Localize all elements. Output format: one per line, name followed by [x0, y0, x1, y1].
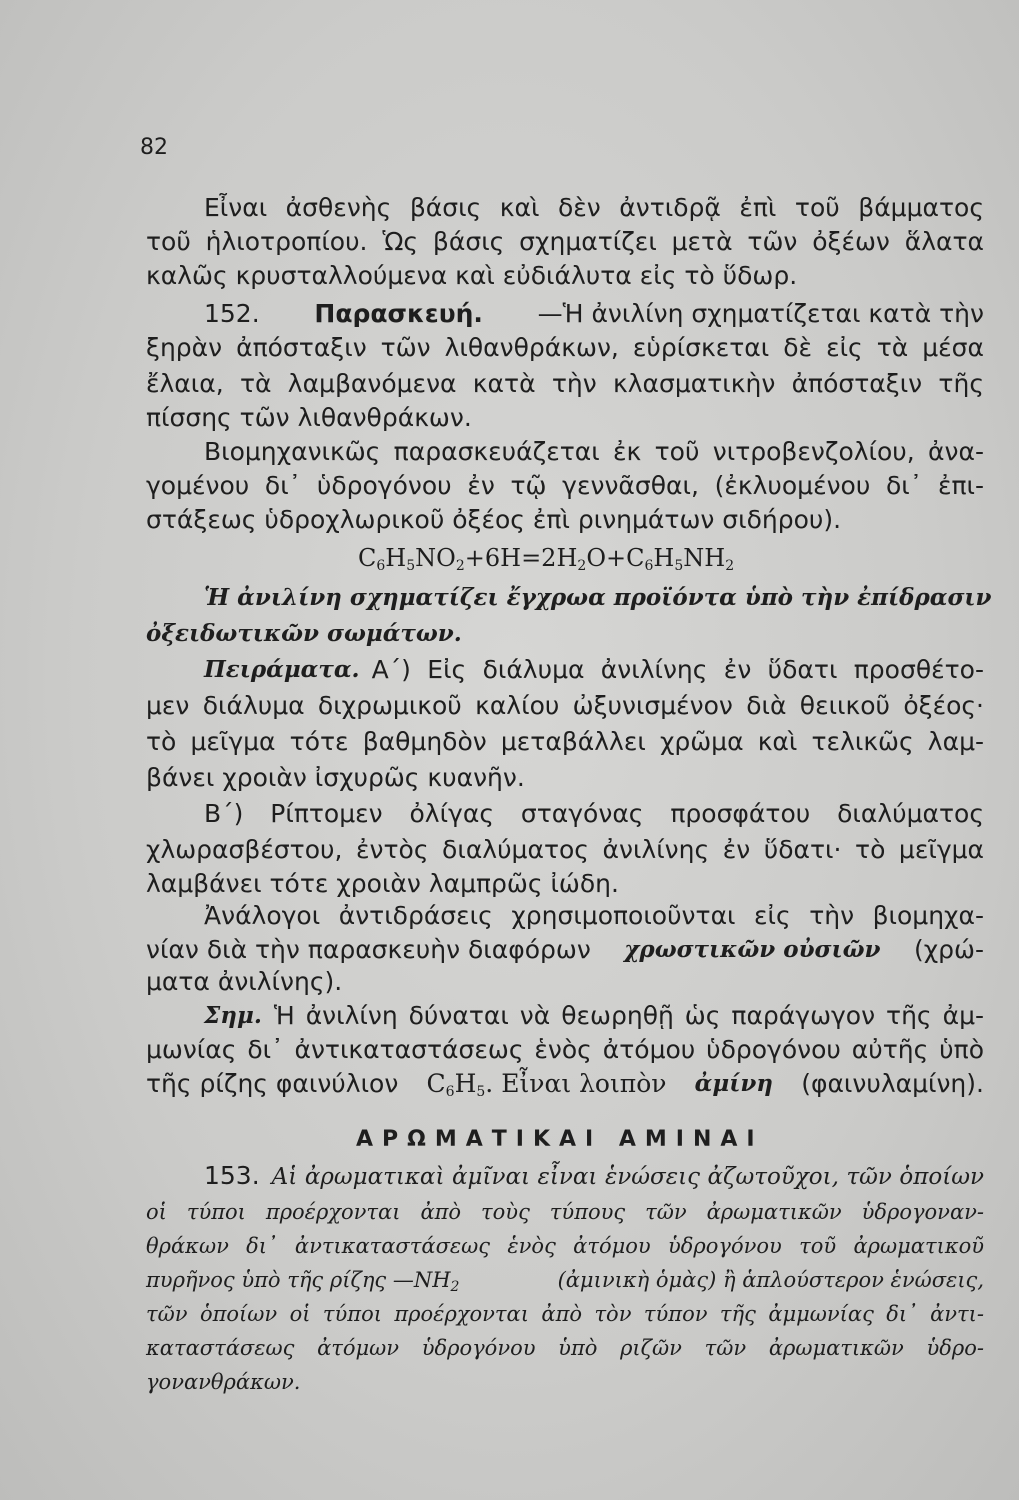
text-part: νίαν διὰ τὴν παρασκευὴν διαφόρων — [146, 935, 591, 964]
formula-part: H — [653, 544, 675, 572]
experiments-first-line — [204, 654, 984, 686]
text-line: τοῦ ἡλιοτροπίου. Ὡς βάσις σχηματίζει μετὰ τῶν ὀξέων ἅλατα — [146, 227, 984, 256]
text-line: καταστάσεως ἀτόμων ὑδρογόνου ὑπὸ ριζῶν τῶν ἀρωματικῶν ὑδρο- — [146, 1336, 984, 1360]
formula-sub: 2 — [450, 1279, 460, 1295]
section-153-first-line — [204, 1160, 984, 1193]
text-line: τὸ μεῖγμα τότε βαθμηδὸν μεταβάλλει χρῶμα καὶ τελικῶς λαμ- — [146, 727, 984, 756]
text-part: . Εἶναι λοιπὸν — [485, 1069, 667, 1098]
text-line: βάνει χροιὰν ἰσχυρῶς κυανῆν. — [146, 763, 525, 792]
text-line: Α΄) Εἰς διάλυμα ἀνιλίνης ἐν ὕδατι προσθέτο- — [371, 655, 984, 684]
text-line: μεν διάλυμα διχρωμικοῦ καλίου ὠξυνισμένον διὰ θειικοῦ ὀξέος· — [146, 691, 984, 720]
formula-part: NH — [683, 544, 726, 572]
text-line: στάξεως ὑδροχλωρικοῦ ὀξέος ἐπὶ ρινημάτων σιδήρου). — [146, 505, 842, 534]
text-line: ξηρὰν ἀπόσταξιν τῶν λιθανθράκων, εὑρίσκεται δὲ εἰς τὰ μέσα — [146, 333, 984, 362]
page-number: 82 — [140, 135, 168, 160]
formula-sub: 2 — [725, 558, 735, 574]
text-line: —Ἡ ἀνιλίνη σχηματίζεται κατὰ τὴν — [537, 299, 984, 328]
note-first-line — [204, 1000, 984, 1032]
text-line: ματα ἀνιλίνης). — [146, 967, 343, 996]
formula-part: H — [454, 1069, 477, 1098]
text-part: (χρώ- — [913, 935, 984, 964]
text-line: γονανθράκων. — [146, 1370, 301, 1394]
formula-sub: 5 — [674, 558, 684, 574]
chemical-equation — [358, 542, 734, 582]
formula-part: C — [426, 1069, 446, 1098]
section-title: Παρασκευή. — [314, 299, 483, 328]
formula-sub: 5 — [476, 1084, 486, 1100]
text-line-mixed — [146, 934, 984, 966]
text-line: μωνίας δι᾽ ἀντικαταστάσεως ἑνὸς ἀτόμου ὑδρογόνου αὐτῆς ὑπὸ — [146, 1035, 984, 1064]
text-line: οἱ τύποι προέρχονται ἀπὸ τοὺς τύπους τῶν ἀρωματικῶν ὑδρογοναν- — [146, 1200, 984, 1224]
text-line: Βιομηχανικῶς παρασκευάζεται ἐκ τοῦ νιτροβενζολίου, ἀνα- — [204, 437, 984, 466]
text-line: λαμβάνει τότε χροιὰν λαμπρῶς ἰώδη. — [146, 869, 619, 898]
text-line: χλωρασβέστου, ἐντὸς διαλύματος ἀνιλίνης ἐν ὕδατι· τὸ μεῖγμα — [146, 835, 984, 864]
formula-part: O+C — [586, 544, 645, 572]
formula-sub: 2 — [455, 558, 465, 574]
text-line: Β΄) Ρίπτομεν ὀλίγας σταγόνας προσφάτου διαλύματος — [204, 799, 984, 828]
section-number: 153. — [204, 1161, 260, 1190]
text-line: πίσσης τῶν λιθανθράκων. — [146, 403, 472, 432]
text-part: πυρῆνος ὑπὸ τῆς ρίζης —NH — [146, 1268, 451, 1292]
text-line-mixed — [146, 1068, 984, 1108]
text-line: Ἀνάλογοι ἀντιδράσεις χρησιμοποιοῦνται εἰς τὴν βιομηχα- — [204, 901, 984, 930]
text-line: Αἱ ἀρωματικαὶ ἀμῖναι εἶναι ἑνώσεις ἀζωτοῦχοι, τῶν ὁποίων — [271, 1164, 984, 1190]
text-line: ἔλαια, τὰ λαμβανόμενα κατὰ τὴν κλασματικὴν ἀπόσταξιν τῆς — [146, 369, 984, 398]
text-part-emphasis: ἀμίνη — [694, 1070, 773, 1097]
section-152-first-line — [204, 298, 984, 330]
text-part-emphasis: χρωστικῶν οὐσιῶν — [624, 936, 881, 963]
note-label: Σημ. — [204, 1002, 262, 1029]
formula-part: +6H=2H — [464, 544, 578, 572]
text-line: τῶν ὁποίων οἱ τύποι προέρχονται ἀπὸ τὸν τύπον τῆς ἀμμωνίας δι᾽ ἀντι- — [146, 1302, 984, 1326]
text-line: Εἶναι ἀσθενὴς βάσις καὶ δὲν ἀντιδρᾷ ἐπὶ τοῦ βάμματος — [204, 193, 984, 222]
formula-part: NO — [415, 544, 456, 572]
experiments-title: Πειράματα. — [204, 656, 360, 683]
text-part: τῆς ρίζης φαινύλιον — [146, 1069, 399, 1098]
text-line: καλῶς κρυσταλλούμενα καὶ εὐδιάλυτα εἰς τὸ ὕδωρ. — [146, 261, 798, 290]
formula-part: H — [385, 544, 407, 572]
text-line: Ἡ ἀνιλίνη δύναται νὰ θεωρηθῇ ὡς παράγωγον τῆς ἀμ- — [273, 1001, 984, 1030]
text-part: (ἀμινικὴ ὁμὰς) ἢ ἁπλούστερον ἑνώσεις, — [557, 1268, 984, 1292]
text-part: (φαινυλαμίνη). — [801, 1069, 984, 1098]
emphasized-line: Ἡ ἀνιλίνη σχηματίζει ἔγχρωα προϊόντα ὑπὸ τὴν ἐπίδρασιν — [204, 584, 992, 611]
formula-sub: 6 — [445, 1084, 455, 1100]
formula-sub: 6 — [376, 558, 386, 574]
formula-sub: 6 — [644, 558, 654, 574]
formula-inline — [427, 1068, 667, 1108]
text-line: γομένου δι᾽ ὑδρογόνου ἐν τῷ γεννᾶσθαι, (ἐκλυομένου δι᾽ ἐπι- — [146, 471, 984, 500]
section-number: 152. — [204, 299, 260, 328]
emphasized-line: ὀξειδωτικῶν σωμάτων. — [146, 620, 462, 647]
formula-sub: 5 — [406, 558, 416, 574]
section-heading: ΑΡΩΜΑΤΙΚΑΙ ΑΜΙΝΑΙ — [356, 1127, 764, 1152]
formula-sub: 2 — [577, 558, 587, 574]
formula-part: C — [358, 544, 377, 572]
text-line: θράκων δι᾽ ἀντικαταστάσεως ἑνὸς ἀτόμου ὑδρογόνου τοῦ ἀρωματικοῦ — [146, 1234, 984, 1258]
